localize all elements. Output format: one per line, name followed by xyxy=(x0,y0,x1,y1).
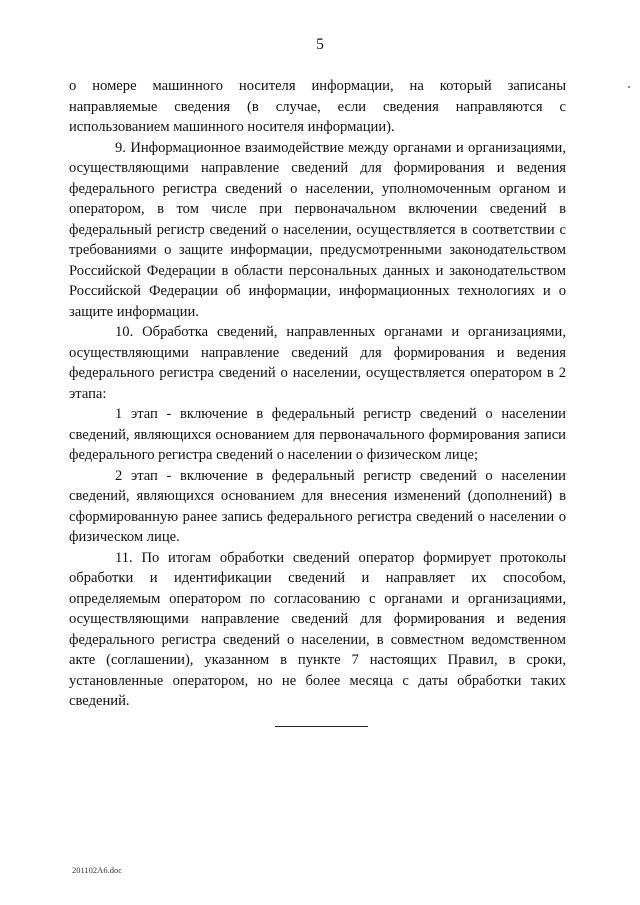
page-number: 5 xyxy=(316,36,324,53)
paragraph-stage-1: 1 этап - включение в федеральный регистр сведений о населении сведений, являющихся основанием для первоначального формирования записи федерального регистра сведений о населении о физическом лице; xyxy=(69,406,566,463)
document-body xyxy=(69,76,566,712)
paragraph-stage-2: 2 этап - включение в федеральный регистр сведений о населении сведений, являющихся основанием для внесения изменений (дополнений) в сформированную ранее запись федерального регистра сведений о населении о физическом лице. xyxy=(69,467,566,545)
end-divider-line xyxy=(275,726,368,727)
paragraph-10: 10. Обработка сведений, направленных органами и организациями, осуществляющими направление сведений для формирования и ведения федерального регистра сведений о населении, осуществляется оператором в 2 этапа: xyxy=(69,324,566,402)
footer-file-code: 201102A6.doc xyxy=(72,865,122,875)
paragraph-continuation: о номере машинного носителя информации, на который записаны направляемые сведения (в случае, если сведения направляются с использованием машинного носителя информации). xyxy=(69,78,566,135)
paragraph-11: 11. По итогам обработки сведений оператор формирует протоколы обработки и идентификации сведений и направляет их способом, определяемым оператором по согласованию с органами и организациями, осуществляющими направление сведений для формирования и ведения федерального регистра сведений о населении, в совместном ведомственном акте (соглашении), указанном в пункте 7 настоящих Правил, в сроки, установленные оператором, но не более месяца с даты обработки таких сведений. xyxy=(69,549,566,709)
scan-artifact-dot xyxy=(628,86,630,88)
paragraph-9: 9. Информационное взаимодействие между органами и организациями, осуществляющими направление сведений для формирования и ведения федерального регистра сведений о населении, уполномоченным органом и оператором, в том числе при первоначальном включении сведений в федеральный регистр сведений о населении, осуществляется в соответствии с требованиями о защите информации, предусмотренными законодательством Российской Федерации в области персональных данных и законодательством Российской Федерации об информации, информационных технологиях и о защите информации. xyxy=(69,139,566,320)
